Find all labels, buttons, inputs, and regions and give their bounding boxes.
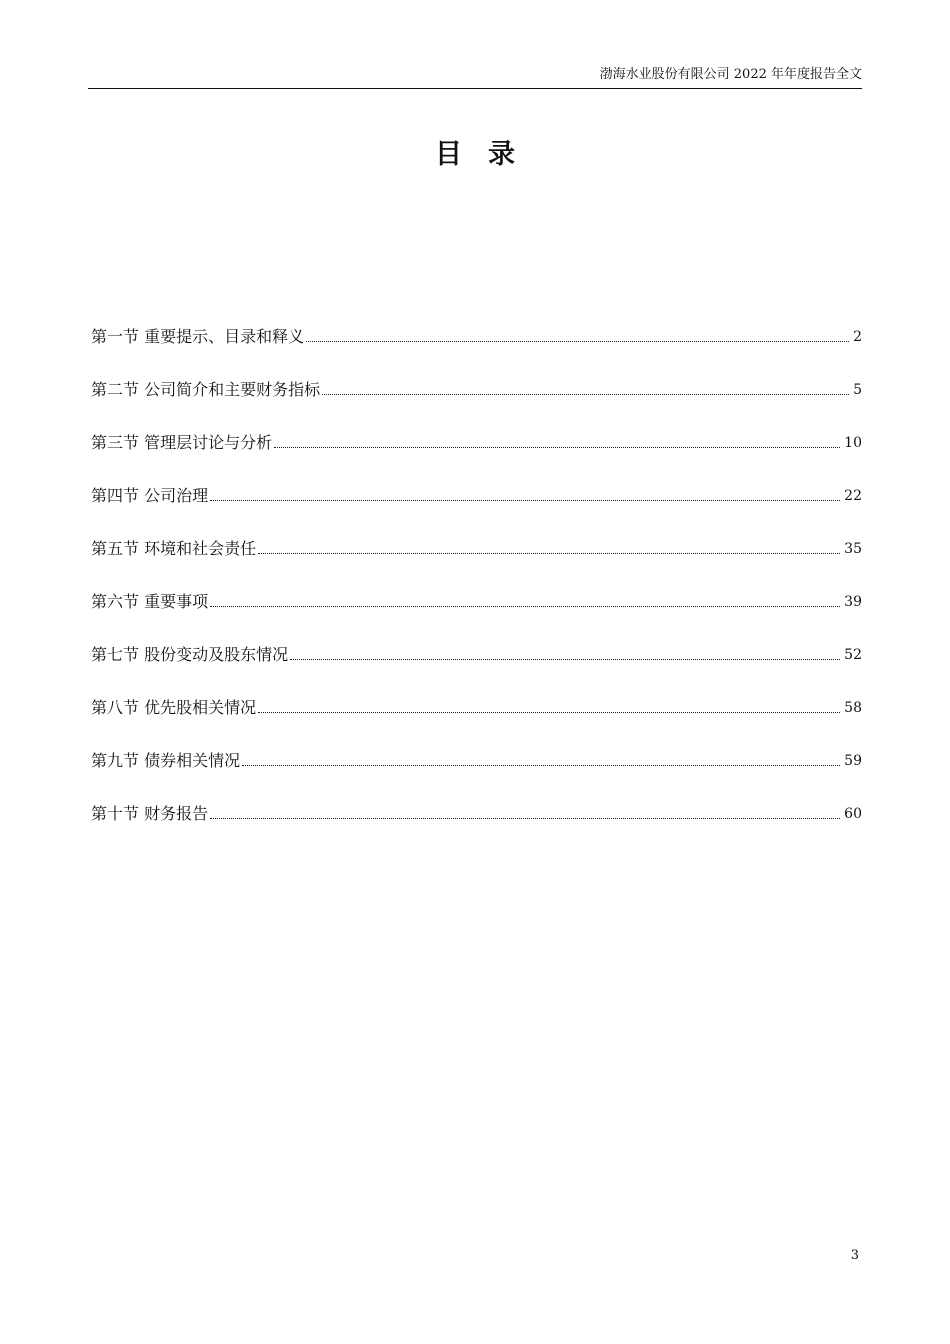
toc-entry-7[interactable]	[91, 614, 862, 667]
page-title: 目录	[435, 139, 541, 170]
toc-entry-label: 第五节 环境和社会责任	[91, 539, 257, 558]
toc-entry-page: 60	[844, 806, 862, 822]
toc-entry-page: 39	[844, 594, 862, 610]
toc-entry-5[interactable]	[91, 508, 862, 561]
toc-entry-page: 5	[853, 382, 862, 398]
toc-entry-label: 第四节 公司治理	[91, 486, 209, 505]
page-number: 3	[850, 1248, 859, 1263]
dot-leader	[210, 817, 840, 819]
header-text: 渤海水业股份有限公司 2022 年年度报告全文	[599, 67, 862, 82]
toc-entry-label: 第六节 重要事项	[91, 592, 209, 611]
toc-entry-label: 第九节 债券相关情况	[91, 751, 241, 770]
toc-entry-label: 第二节 公司简介和主要财务指标	[91, 380, 321, 399]
toc-entry-label: 第一节 重要提示、目录和释义	[91, 327, 305, 346]
toc-entry-label: 第七节 股份变动及股东情况	[91, 645, 289, 664]
toc-entry-page: 59	[844, 753, 862, 769]
dot-leader	[322, 393, 849, 395]
toc-entry-page: 52	[844, 647, 862, 663]
toc-entry-page: 22	[844, 488, 862, 504]
dot-leader	[274, 446, 840, 448]
toc-entry-3[interactable]	[91, 402, 862, 455]
dot-leader	[258, 552, 840, 554]
toc-entry-9[interactable]	[91, 720, 862, 773]
toc-entry-label: 第十节 财务报告	[91, 804, 209, 823]
dot-leader	[242, 764, 840, 766]
page-header	[88, 64, 862, 89]
dot-leader	[306, 340, 849, 342]
toc-entry-label: 第三节 管理层讨论与分析	[91, 433, 273, 452]
toc-entry-label: 第八节 优先股相关情况	[91, 698, 257, 717]
toc-entry-2[interactable]	[91, 349, 862, 402]
toc-entry-4[interactable]	[91, 455, 862, 508]
toc-entry-6[interactable]	[91, 561, 862, 614]
toc-entry-page: 58	[844, 700, 862, 716]
table-of-contents	[91, 296, 862, 826]
toc-entry-page: 10	[844, 435, 862, 451]
toc-entry-page: 2	[853, 329, 862, 345]
toc-entry-8[interactable]	[91, 667, 862, 720]
toc-entry-1[interactable]	[91, 296, 862, 349]
dot-leader	[290, 658, 840, 660]
toc-entry-10[interactable]	[91, 773, 862, 826]
dot-leader	[210, 499, 840, 501]
toc-entry-page: 35	[844, 541, 862, 557]
dot-leader	[210, 605, 840, 607]
dot-leader	[258, 711, 840, 713]
